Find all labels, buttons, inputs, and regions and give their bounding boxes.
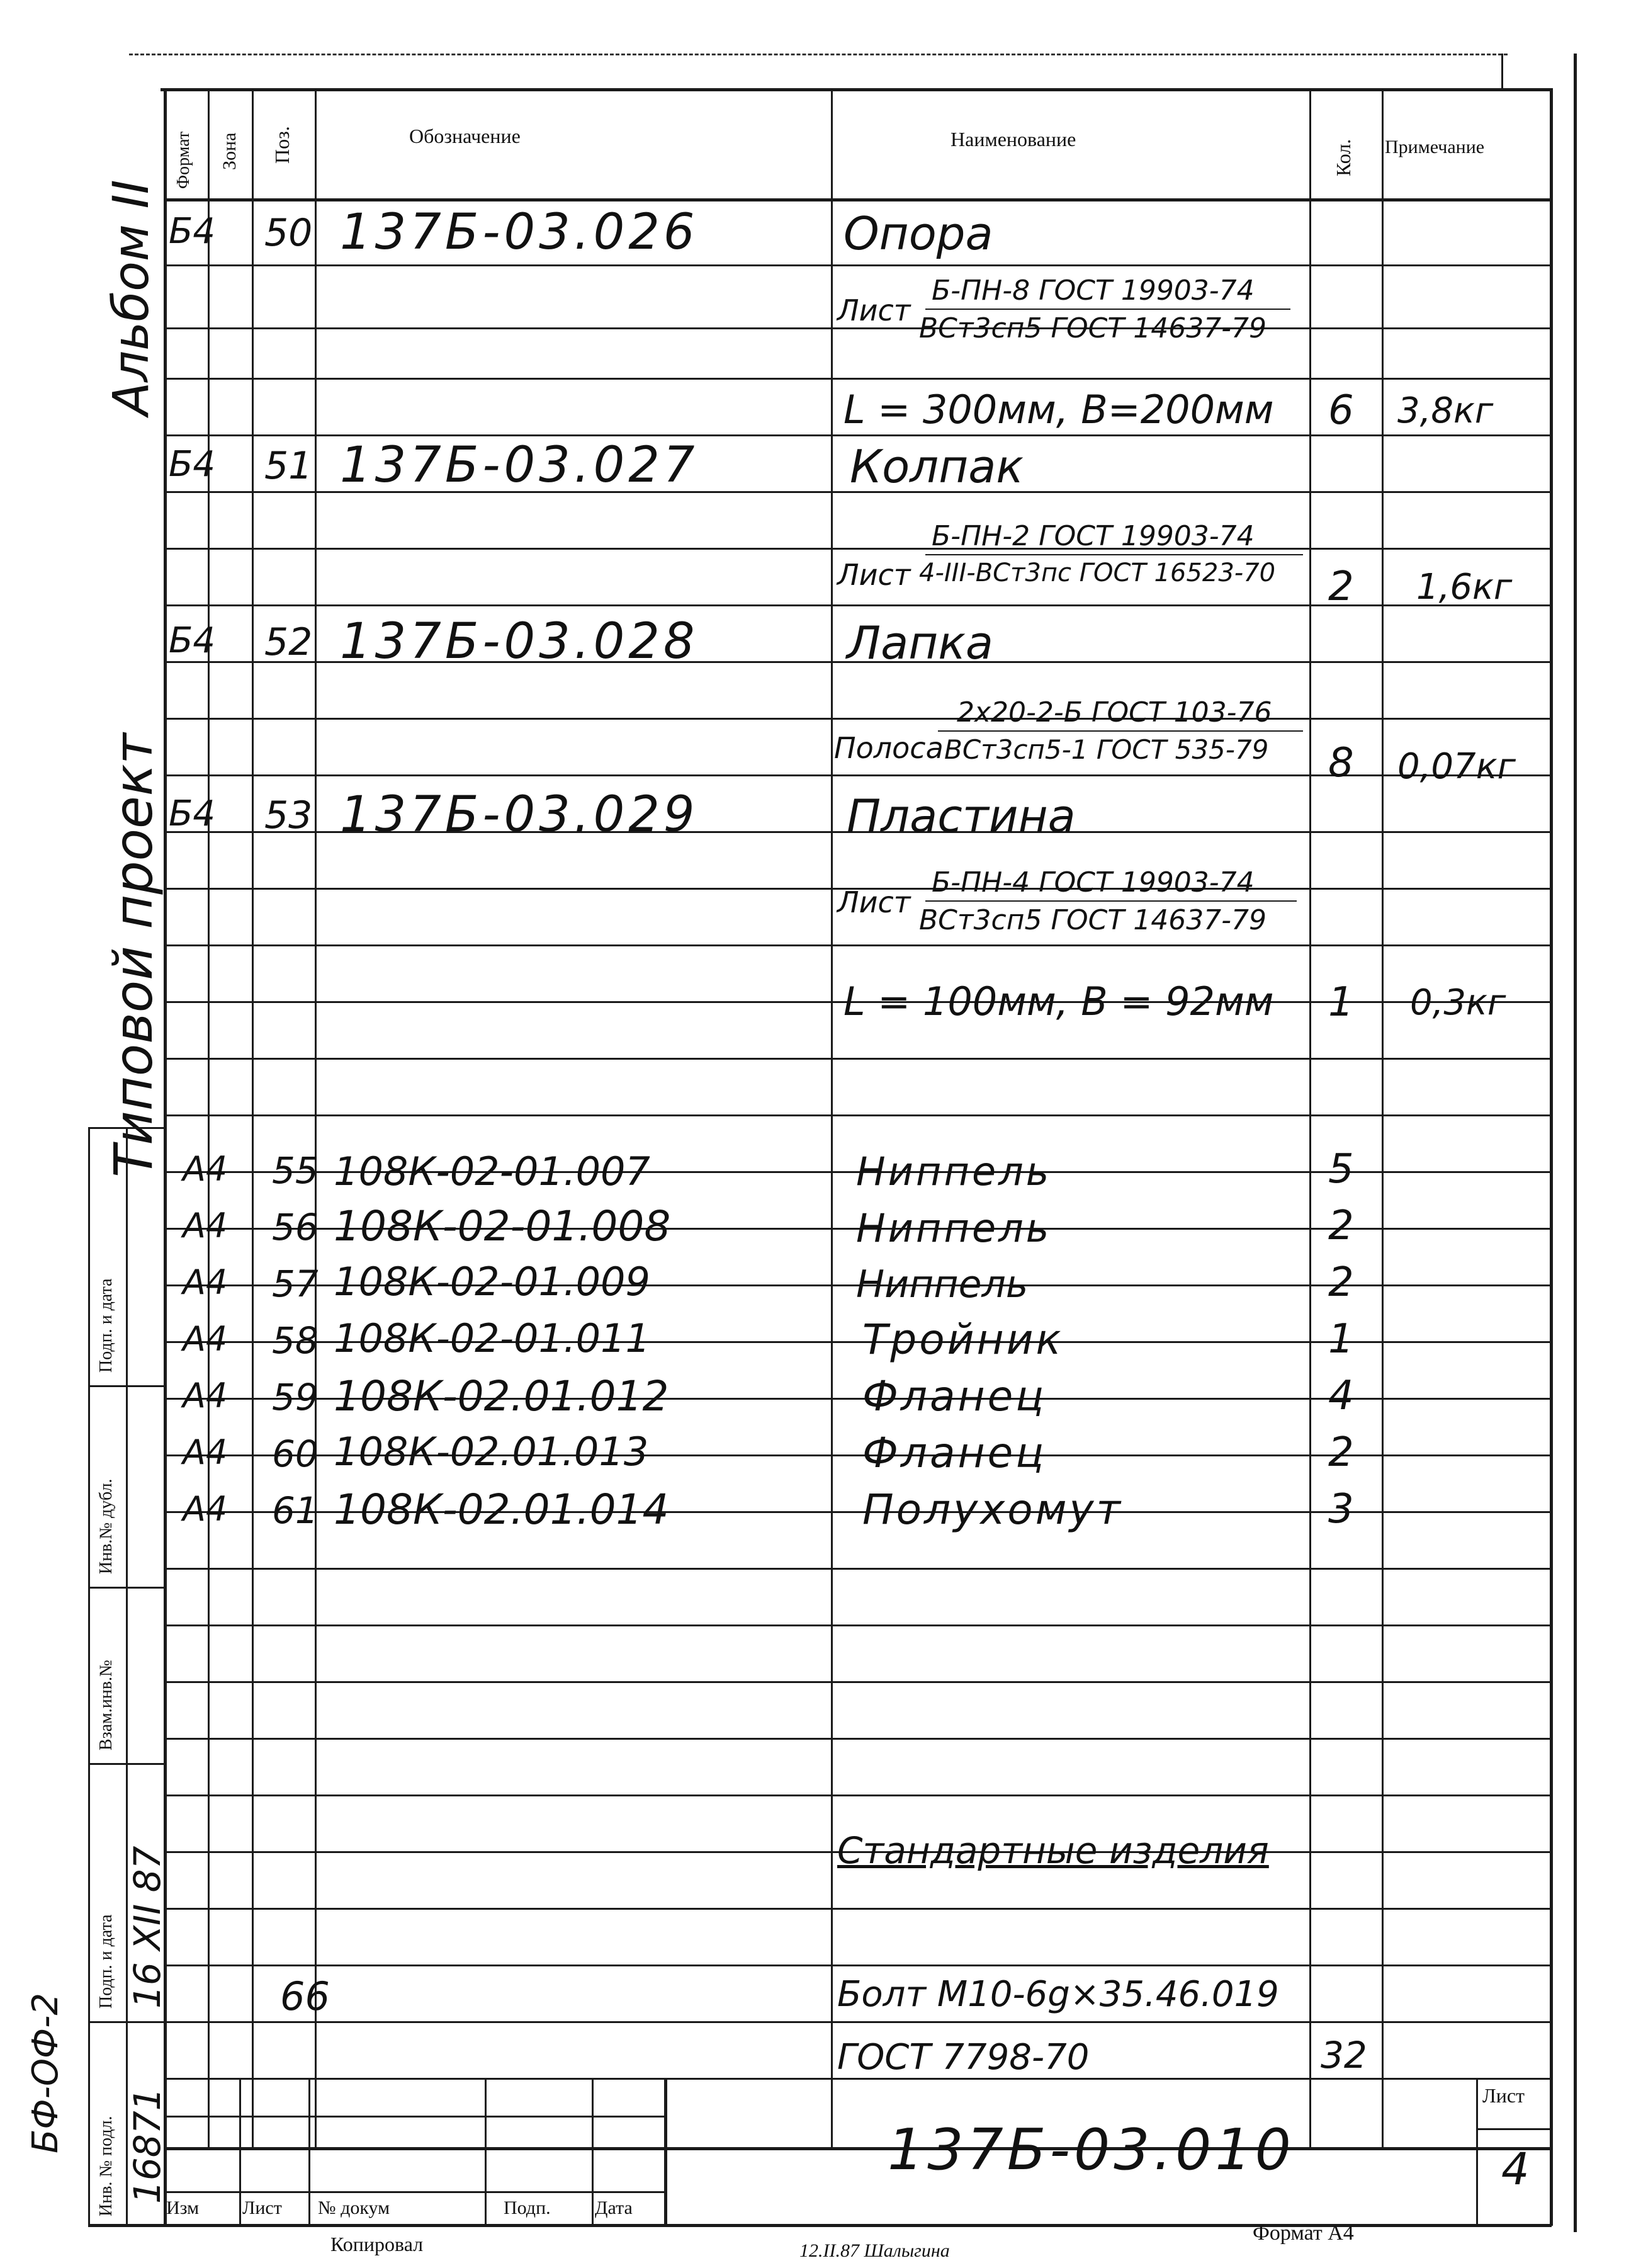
- row-name: Фланец: [862, 1372, 1047, 1420]
- row-note: 0,07кг: [1397, 746, 1516, 787]
- row-line: [164, 1624, 1552, 1626]
- row-name: L = 300мм, В=200мм: [843, 387, 1274, 433]
- row-name: Тройник: [862, 1315, 1064, 1364]
- side-stamp-left: [88, 1127, 90, 2226]
- row-qty: 8: [1328, 740, 1354, 786]
- row-name: ГОСТ 7798-70: [837, 2037, 1090, 2078]
- row-format: А4: [183, 1376, 228, 1415]
- side-stamp-line: [88, 1385, 164, 1387]
- col-desig-right: [831, 88, 833, 2147]
- row-format: Б4: [169, 793, 216, 834]
- stamp-podp: Подп.: [504, 2197, 551, 2218]
- header-qty: Кол.: [1332, 139, 1355, 176]
- row-pos: 53: [264, 793, 313, 837]
- typical-project-label: Типовой проект: [103, 733, 164, 1177]
- row-designation: 108К-02.01.013: [334, 1429, 649, 1475]
- row-note: 1,6кг: [1416, 567, 1513, 608]
- stamp-col: [592, 2078, 594, 2224]
- side-stamp-line: [88, 1587, 164, 1589]
- row-pos: 52: [264, 620, 313, 664]
- row-qty: 4: [1328, 1373, 1354, 1419]
- stamp-col: [308, 2078, 310, 2224]
- row-format: Б4: [169, 211, 216, 252]
- material-bottom: ВСт3сп5-1 ГОСТ 535-79: [944, 734, 1269, 765]
- podp-date-2: Подп. и дата: [96, 1914, 116, 2009]
- row-name: Ниппель: [856, 1262, 1029, 1307]
- row-line: [164, 1058, 1552, 1060]
- row-pos: 56: [272, 1206, 319, 1249]
- fraction-line: [925, 900, 1297, 902]
- row-format: А4: [183, 1432, 228, 1472]
- stamp-row: [164, 2191, 664, 2193]
- material-top: Б-ПН-4 ГОСТ 19903-74: [932, 866, 1255, 899]
- row-designation: 108К-02-01.008: [334, 1202, 671, 1250]
- footer-format: Формат А4: [1253, 2221, 1354, 2245]
- stamp-col: [485, 2078, 487, 2224]
- stamp-row: [1476, 2128, 1552, 2130]
- row-line: [164, 2021, 1552, 2023]
- row-format: А4: [183, 1206, 228, 1245]
- row-line: [164, 1681, 1552, 1683]
- stamp-list: Лист: [242, 2197, 282, 2218]
- top-dash-line: [129, 54, 1508, 55]
- stamp-doc-no: № докум: [318, 2197, 390, 2218]
- header-zone: Зона: [219, 132, 240, 170]
- row-name: Колпак: [850, 440, 1024, 493]
- row-pos: 66: [280, 1973, 330, 2019]
- footer-copied: Копировал: [330, 2233, 424, 2255]
- stamp-sheet-no: 4: [1501, 2143, 1530, 2195]
- frame-right-tab: [1501, 54, 1503, 88]
- side-stamp-line: [88, 2021, 164, 2023]
- row-format: А4: [183, 1319, 228, 1359]
- row-designation: 108К-02-01.007: [334, 1148, 650, 1194]
- material-top: Б-ПН-8 ГОСТ 19903-74: [932, 275, 1255, 307]
- row-name: L = 100мм, В = 92мм: [843, 978, 1274, 1024]
- row-qty: 2: [1328, 1259, 1354, 1306]
- row-designation: 137Б-03.029: [340, 786, 699, 843]
- row-name: Ниппель: [856, 1148, 1052, 1194]
- stamp-col: [239, 2078, 241, 2224]
- row-line: [164, 1568, 1552, 1570]
- handwritten-date: 16 XII 87: [126, 1846, 169, 2009]
- row-pos: 60: [272, 1432, 319, 1475]
- row-line: [164, 944, 1552, 946]
- row-line: [164, 327, 1552, 329]
- col-zone-right: [252, 88, 254, 2147]
- stamp-doc-code: 137Б-03.010: [888, 2117, 1295, 2183]
- podp-date-1: Подп. и дата: [96, 1278, 116, 1373]
- row-line: [164, 718, 1552, 720]
- inv-number: 16871: [126, 2087, 169, 2204]
- row-name: Лапка: [847, 616, 993, 669]
- row-name: Болт М10-6g×35.46.019: [837, 1974, 1279, 2015]
- row-designation: 137Б-03.028: [340, 613, 699, 670]
- row-format: Б4: [169, 444, 216, 485]
- header-note: Примечание: [1385, 137, 1485, 157]
- row-qty: 5: [1328, 1146, 1354, 1193]
- header-line: [164, 198, 1552, 201]
- frame-right-outer: [1574, 54, 1577, 2232]
- stamp-col-main: [664, 2078, 667, 2224]
- row-qty: 2: [1328, 564, 1354, 610]
- stamp-row: [164, 2116, 664, 2118]
- row-qty: 3: [1328, 1486, 1354, 1533]
- stamp-date: Дата: [595, 2197, 633, 2218]
- row-line: [164, 1795, 1552, 1796]
- fraction-line: [925, 309, 1290, 310]
- row-line: [164, 434, 1552, 436]
- row-designation: 108К-02-01.011: [334, 1315, 650, 1361]
- fraction-line: [925, 554, 1303, 555]
- stamp-col-sheet: [1476, 2078, 1478, 2224]
- frame-top: [161, 88, 1552, 91]
- row-qty: 2: [1328, 1429, 1354, 1476]
- row-qty: 32: [1321, 2034, 1367, 2077]
- row-pos: 58: [272, 1319, 319, 1362]
- material-prefix: Лист: [837, 558, 911, 592]
- material-prefix: Лист: [837, 293, 911, 327]
- row-line: [164, 2078, 1552, 2080]
- row-pos: 55: [272, 1149, 319, 1192]
- header-pos: Поз.: [271, 126, 293, 164]
- material-prefix: Полоса: [834, 731, 944, 765]
- material-bottom: 4-III-ВСт3пс ГОСТ 16523-70: [919, 558, 1276, 587]
- fraction-line: [938, 730, 1303, 732]
- row-name: Полухомут: [862, 1485, 1123, 1534]
- row-pos: 61: [272, 1489, 319, 1532]
- outer-code: БФ-ОФ-2: [25, 1993, 66, 2153]
- frame-right: [1550, 88, 1553, 2226]
- row-pos: 51: [264, 444, 313, 488]
- row-designation: 108К-02.01.014: [334, 1485, 669, 1534]
- row-designation: 137Б-03.027: [340, 437, 699, 494]
- inv-dubl: Инв.№ дубл.: [96, 1478, 116, 1574]
- material-top: Б-ПН-2 ГОСТ 19903-74: [932, 520, 1255, 552]
- row-name: Ниппель: [856, 1205, 1052, 1251]
- row-line: [164, 1738, 1552, 1740]
- vzam-inv: Взам.инв.№: [96, 1660, 116, 1750]
- row-pos: 59: [272, 1376, 319, 1419]
- row-name: Опора: [843, 207, 993, 260]
- table-bottom-line: [164, 2147, 1552, 2150]
- col-pos-right: [315, 88, 317, 2147]
- row-line: [164, 264, 1552, 266]
- row-qty: 1: [1328, 979, 1354, 1026]
- row-format: Б4: [169, 620, 216, 661]
- row-pos: 57: [272, 1262, 319, 1305]
- row-name: Пластина: [847, 790, 1076, 842]
- footer-name: 12.II.87 Шалыгина: [799, 2240, 950, 2261]
- row-designation: 108К-02-01.009: [334, 1259, 650, 1305]
- material-prefix: Лист: [837, 885, 911, 919]
- header-format: Формат: [174, 131, 193, 189]
- side-stamp-top: [88, 1127, 164, 1129]
- stamp-sheet-label: Лист: [1482, 2084, 1525, 2107]
- row-format: А4: [183, 1149, 228, 1189]
- section-standard-parts: Стандартные изделия: [837, 1829, 1269, 1872]
- stamp-izm: Изм: [166, 2197, 200, 2218]
- row-format: А4: [183, 1489, 228, 1529]
- row-line: [164, 378, 1552, 380]
- row-pos: 50: [264, 211, 313, 255]
- header-name: Наименование: [951, 128, 1076, 150]
- side-stamp-line: [88, 1763, 164, 1765]
- col-format-right: [208, 88, 210, 2147]
- row-designation: 137Б-03.026: [340, 204, 699, 261]
- row-line: [164, 548, 1552, 550]
- row-format: А4: [183, 1262, 228, 1302]
- row-line: [164, 1908, 1552, 1910]
- row-qty: 6: [1328, 387, 1354, 434]
- material-top: 2х20-2-Б ГОСТ 103-76: [957, 696, 1272, 729]
- inv-podl: Инв. № подл.: [96, 2116, 116, 2216]
- row-line: [164, 1965, 1552, 1966]
- row-note: 0,3кг: [1410, 982, 1506, 1023]
- row-qty: 2: [1328, 1203, 1354, 1249]
- header-designation: Обозначение: [409, 125, 521, 147]
- col-name-right: [1309, 88, 1311, 2147]
- album-label: Альбом II: [103, 179, 160, 416]
- material-bottom: ВСт3сп5 ГОСТ 14637-79: [919, 904, 1267, 936]
- row-qty: 1: [1328, 1316, 1354, 1363]
- row-designation: 108К-02.01.012: [334, 1372, 669, 1420]
- row-line: [164, 1114, 1552, 1116]
- material-bottom: ВСт3сп5 ГОСТ 14637-79: [919, 312, 1267, 344]
- side-stamp-mid: [126, 1127, 128, 2226]
- row-note: 3,8кг: [1397, 390, 1494, 431]
- col-qty-right: [1382, 88, 1384, 2147]
- row-name: Фланец: [862, 1429, 1047, 1477]
